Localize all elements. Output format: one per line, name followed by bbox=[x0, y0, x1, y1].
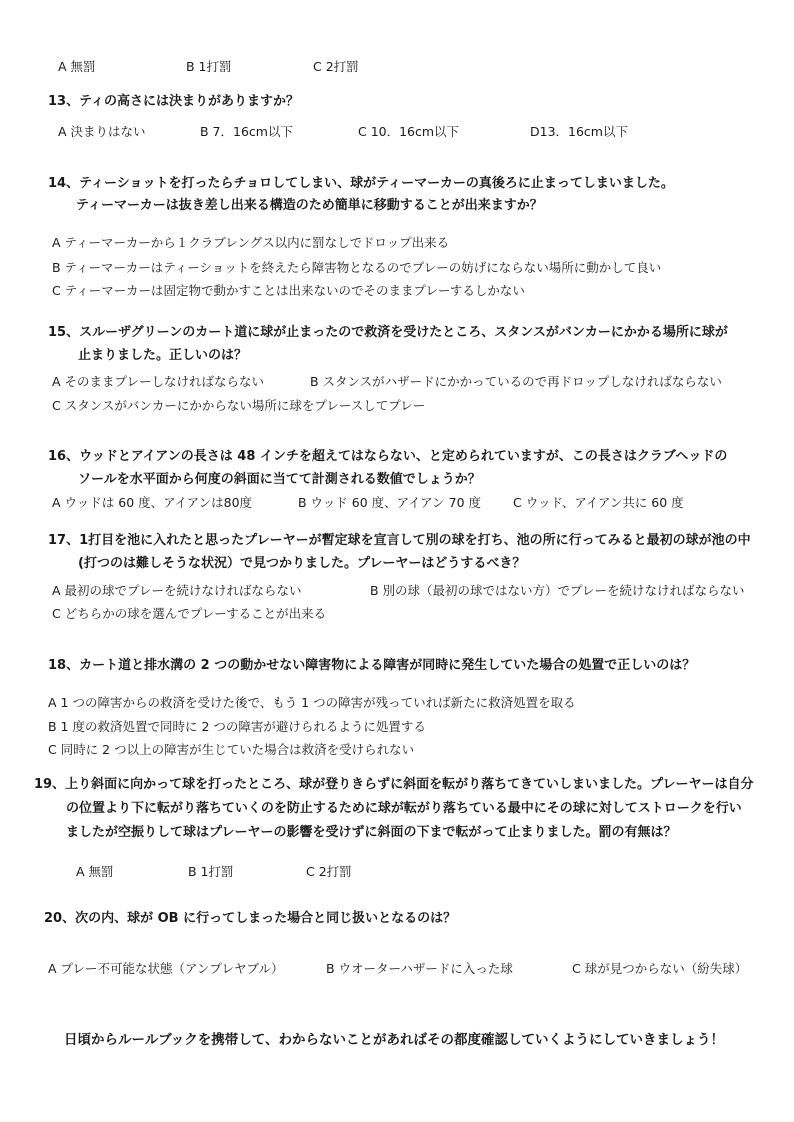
q18-option-c: C 同時に 2 つ以上の障害が生じていた場合は救済を受けられない bbox=[48, 742, 415, 757]
q15-question-line1: 15、スルーザグリーンのカート道に球が止まったので救済を受けたところ、スタンスがバンカーにかかる場所に球が bbox=[48, 325, 728, 340]
footer-note: 日頃からルールブックを携帯して、わからないことがあればその都度確認していくようにしていきましょう！ bbox=[64, 1032, 725, 1048]
q13-option-a: A 決まりはない bbox=[58, 124, 146, 139]
q18-question: 18、カート道と排水溝の 2 つの動かせない障害物による障害が同時に発生していた場合の処置で正しいのは？ bbox=[48, 658, 696, 673]
q16-question-line2: ソールを水平面から何度の斜面に当てて計測される数値でしょうか？ bbox=[78, 472, 481, 487]
q15-question-line2: 止まりました。正しいのは？ bbox=[78, 348, 248, 363]
q16-option-a: A ウッドは 60 度、アイアンは80度 bbox=[52, 495, 253, 510]
q12-option-a: A 無罰 bbox=[58, 59, 96, 74]
q14-option-a: A ティーマーカーから１クラブレングス以内に罰なしでドロップ出来る bbox=[52, 235, 450, 250]
q19-option-c: C 2打罰 bbox=[306, 864, 352, 879]
q14-question-line2: ティーマーカーは抜き差し出来る構造のため簡単に移動することが出来ますか？ bbox=[76, 198, 543, 213]
q13-question: 13、ティの高さには決まりがありますか？ bbox=[48, 94, 300, 109]
q12-option-b: B 1打罰 bbox=[186, 59, 232, 74]
q19-question-line1: 19、上り斜面に向かって球を打ったところ、球が登りきらずに斜面を転がり落ちてきていしまいました。プレーヤーは自分 bbox=[34, 777, 754, 792]
q19-option-b: B 1打罰 bbox=[188, 864, 234, 879]
q13-option-d: D13．16cm以下 bbox=[530, 124, 628, 139]
q16-option-b: B ウッド 60 度、アイアン 70 度 bbox=[298, 495, 482, 510]
q15-option-a: A そのままプレーしなければならない bbox=[52, 374, 265, 389]
q16-question-line1: 16、ウッドとアイアンの長さは 48 インチを超えてはならない、と定められていますが、この長さはクラブヘッドの bbox=[48, 449, 728, 464]
q17-question-line1: 17、1打目を池に入れたと思ったプレーヤーが暫定球を宣言して別の球を打ち、池の所に行ってみると最初の球が池の中 bbox=[48, 533, 751, 548]
q17-option-a: A 最初の球でプレーを続けなければならない bbox=[52, 583, 302, 598]
q17-question-line2: (打つのは難しそうな状況）で見つかりました。プレーヤーはどうするべき？ bbox=[78, 556, 526, 571]
q12-option-c: C 2打罰 bbox=[313, 59, 359, 74]
q17-option-b: B 別の球（最初の球ではない方）でプレーを続けなければならない bbox=[370, 583, 745, 598]
q15-option-b: B スタンスがハザードにかかっているので再ドロップしなければならない bbox=[310, 374, 722, 389]
q20-option-a: A プレー不可能な状態（アンプレヤブル） bbox=[48, 961, 284, 976]
q15-option-c: C スタンスがバンカーにかからない場所に球をプレースしてプレー bbox=[52, 398, 426, 413]
q13-option-b: B 7．16cm以下 bbox=[200, 124, 293, 139]
q17-option-c: C どちらかの球を選んでプレーすることが出来る bbox=[52, 606, 327, 621]
q18-option-b: B 1 度の救済処置で同時に 2 つの障害が避けられるように処置する bbox=[48, 719, 426, 734]
q20-option-b: B ウオーターハザードに入った球 bbox=[326, 961, 513, 976]
q13-option-c: C 10．16cm以下 bbox=[358, 124, 460, 139]
q14-option-c: C ティーマーカーは固定物で動かすことは出来ないのでそのままプレーするしかない bbox=[52, 283, 525, 298]
q20-option-c: C 球が見つからない（紛失球） bbox=[572, 961, 748, 976]
q14-option-b: B ティーマーカーはティーショットを終えたら障害物となるのでプレーの妨げにならない場所に動かして良い bbox=[52, 260, 662, 275]
q19-question-line2: の位置より下に転がり落ちていくのを防止するために球が転がり落ちている最中にその球に対してストロークを行い bbox=[66, 801, 742, 816]
q20-question: 20、次の内、球が OB に行ってしまった場合と同じ扱いとなるのは？ bbox=[44, 911, 457, 926]
q14-question-line1: 14、ティーショットを打ったらチョロしてしまい、球がティーマーカーの真後ろに止まってしまいました。 bbox=[48, 176, 674, 191]
q19-question-line3: ましたが空振りして球はプレーヤーの影響を受けずに斜面の下まで転がって止まりました。罰の有無は？ bbox=[66, 825, 677, 840]
q19-option-a: A 無罰 bbox=[76, 864, 114, 879]
q16-option-c: C ウッド、アイアン共に 60 度 bbox=[513, 495, 684, 510]
q18-option-a: A 1 つの障害からの救済を受けた後で、もう 1 つの障害が残っていれば新たに救済処置を取る bbox=[48, 695, 576, 710]
